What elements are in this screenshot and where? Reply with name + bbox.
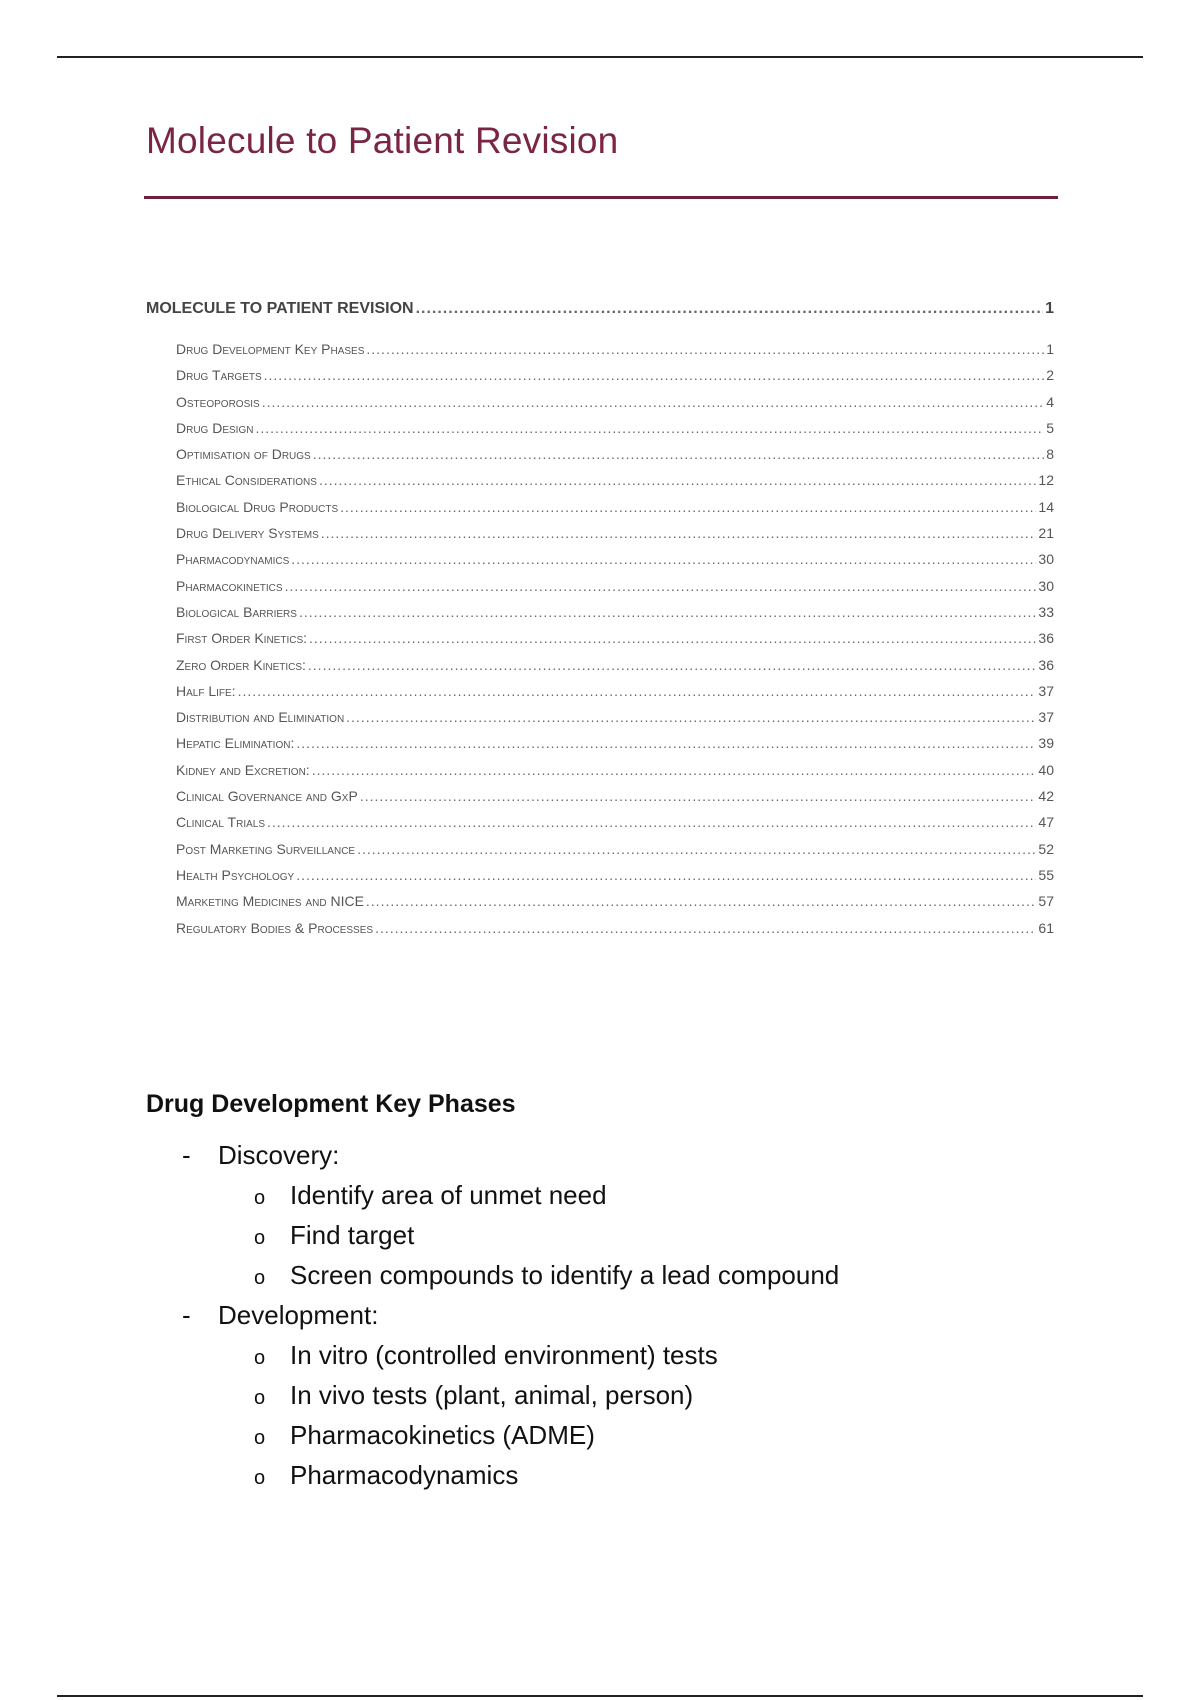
toc-entry[interactable]: [146, 836, 1054, 862]
toc-entries: [146, 336, 1054, 941]
toc-entry-page: 39: [1038, 735, 1054, 752]
toc-main-label: MOLECULE TO PATIENT REVISION: [146, 300, 414, 317]
title-underline: [144, 196, 1058, 199]
toc-entry-page: 47: [1038, 814, 1054, 831]
toc-entry-page: 4: [1046, 393, 1054, 410]
phase-sublist: [146, 1180, 1046, 1300]
circle-bullet-icon: o: [254, 1467, 266, 1489]
phase-subitem-text: In vitro (controlled environment) tests: [290, 1340, 718, 1370]
phase-subitem-text: Pharmacodynamics: [290, 1460, 519, 1490]
toc-entry-label: Regulatory Bodies & Processes: [176, 919, 374, 936]
toc-leader: [267, 809, 1036, 835]
toc-entry[interactable]: [146, 467, 1054, 493]
toc-leader: [366, 888, 1037, 914]
toc-entry-label: Half Life:: [176, 682, 236, 699]
toc-leader: [313, 441, 1044, 467]
toc-entry[interactable]: [146, 415, 1054, 441]
toc-leader: [291, 546, 1036, 572]
toc-entry[interactable]: [146, 599, 1054, 625]
toc-entry-label: Drug Delivery Systems: [176, 525, 319, 542]
toc-leader: [309, 625, 1036, 651]
page-top-rule: [57, 56, 1143, 58]
toc-entry-page: 40: [1038, 761, 1054, 778]
phase-subitem: [146, 1260, 1046, 1300]
circle-bullet-icon: o: [254, 1227, 266, 1249]
toc-entry-label: Drug Development Key Phases: [176, 341, 365, 357]
toc-leader: [296, 862, 1036, 888]
toc-entry[interactable]: [146, 888, 1054, 914]
toc-leader: [296, 730, 1036, 756]
toc-leader: [357, 836, 1036, 862]
toc-leader: [319, 467, 1036, 493]
table-of-contents: [146, 300, 1054, 941]
toc-entry-label: Biological Barriers: [176, 603, 297, 620]
toc-entry[interactable]: [146, 862, 1054, 888]
dash-bullet: -: [182, 1140, 191, 1170]
toc-entry-page: 61: [1038, 919, 1054, 936]
toc-leader: [416, 300, 1044, 318]
circle-bullet-icon: o: [254, 1427, 266, 1449]
toc-leader: [312, 757, 1037, 783]
toc-leader: [238, 678, 1037, 704]
toc-entry-label: Kidney and Excretion:: [176, 761, 310, 778]
phase-subitem-text: Screen compounds to identify a lead compound: [290, 1260, 840, 1290]
phase-subitem: [146, 1460, 1046, 1500]
toc-leader: [285, 573, 1037, 599]
phase-sublist: [146, 1340, 1046, 1500]
phase-item: [146, 1300, 1046, 1500]
toc-entry-page: 12: [1038, 472, 1054, 489]
toc-leader: [308, 652, 1037, 678]
toc-leader: [366, 336, 1044, 362]
toc-entry-label: Clinical Trials: [176, 814, 265, 831]
toc-entry-label: Clinical Governance and GxP: [176, 788, 358, 805]
toc-entry-label: Pharmacokinetics: [176, 577, 283, 594]
toc-entry[interactable]: [146, 441, 1054, 467]
phase-subitem: [146, 1380, 1046, 1420]
toc-entry-page: 30: [1038, 577, 1054, 594]
toc-entry[interactable]: [146, 573, 1054, 599]
toc-entry-label: First Order Kinetics:: [176, 630, 308, 647]
phase-subitem-text: Identify area of unmet need: [290, 1180, 607, 1210]
phase-subitem: [146, 1420, 1046, 1460]
toc-entry-label: Ethical Considerations: [176, 472, 317, 489]
phase-subitem-text: In vivo tests (plant, animal, person): [290, 1380, 694, 1410]
toc-entry[interactable]: [146, 546, 1054, 572]
toc-entry[interactable]: [146, 652, 1054, 678]
toc-leader: [255, 415, 1044, 441]
toc-entry[interactable]: [146, 783, 1054, 809]
circle-bullet-icon: o: [254, 1347, 266, 1369]
toc-entry[interactable]: [146, 809, 1054, 835]
toc-entry-page: 57: [1038, 893, 1054, 910]
toc-entry[interactable]: [146, 730, 1054, 756]
phase-item: [146, 1140, 1046, 1300]
toc-entry[interactable]: [146, 757, 1054, 783]
toc-entry-label: Drug Design: [176, 419, 254, 436]
toc-entry-page: 21: [1038, 525, 1054, 542]
toc-leader: [264, 362, 1045, 388]
toc-entry-label: Health Psychology: [176, 866, 295, 883]
circle-bullet-icon: o: [254, 1187, 266, 1209]
circle-bullet-icon: o: [254, 1267, 266, 1289]
toc-entry-label: Pharmacodynamics: [176, 551, 290, 568]
toc-entry-page: 37: [1038, 682, 1054, 699]
toc-entry-page: 42: [1038, 788, 1054, 805]
toc-entry-page: 2: [1046, 367, 1054, 384]
phase-row: [146, 1300, 1046, 1340]
phase-subitem-text: Find target: [290, 1220, 415, 1250]
toc-main-page: 1: [1045, 300, 1054, 317]
phase-subitem: [146, 1220, 1046, 1260]
toc-entry-page: 8: [1046, 446, 1054, 463]
page-bottom-rule: [57, 1695, 1143, 1697]
toc-entry-page: 1: [1046, 341, 1054, 357]
toc-entry[interactable]: [146, 389, 1054, 415]
toc-entry-label: Drug Targets: [176, 367, 262, 384]
toc-entry-label: Biological Drug Products: [176, 498, 339, 515]
toc-entry[interactable]: [146, 678, 1054, 704]
toc-main-entry[interactable]: [146, 300, 1054, 326]
toc-leader: [340, 494, 1036, 520]
toc-entry-label: Osteoporosis: [176, 393, 260, 410]
toc-leader: [360, 783, 1037, 809]
toc-leader: [346, 704, 1036, 730]
toc-entry-page: 33: [1038, 603, 1054, 620]
dash-bullet: -: [182, 1300, 191, 1330]
toc-leader: [299, 599, 1036, 625]
toc-entry-label: Hepatic Elimination:: [176, 735, 295, 752]
toc-entry-page: 14: [1038, 498, 1054, 515]
phase-row: [146, 1140, 1046, 1180]
phase-subitem: [146, 1340, 1046, 1380]
toc-entry[interactable]: [146, 494, 1054, 520]
phase-subitem: [146, 1180, 1046, 1220]
toc-entry-label: Distribution and Elimination: [176, 709, 345, 726]
toc-leader: [375, 915, 1036, 941]
phase-label: Discovery:: [218, 1140, 340, 1170]
phase-label: Development:: [218, 1300, 379, 1330]
phase-outline: [146, 1140, 1046, 1500]
toc-leader: [321, 520, 1037, 546]
toc-entry[interactable]: [146, 520, 1054, 546]
phase-subitem-text: Pharmacokinetics (ADME): [290, 1420, 595, 1450]
toc-entry-label: Zero Order Kinetics:: [176, 656, 306, 673]
toc-entry-label: Optimisation of Drugs: [176, 446, 311, 463]
toc-entry-page: 36: [1038, 656, 1054, 673]
toc-entry[interactable]: [146, 336, 1054, 362]
section-heading: Drug Development Key Phases: [146, 1090, 516, 1118]
toc-leader: [262, 389, 1045, 415]
toc-entry-page: 52: [1038, 840, 1054, 857]
toc-entry-page: 36: [1038, 630, 1054, 647]
toc-entry-page: 55: [1038, 866, 1054, 883]
toc-entry-page: 37: [1038, 709, 1054, 726]
document-title: Molecule to Patient Revision: [146, 120, 619, 161]
toc-entry-label: Post Marketing Surveillance: [176, 840, 356, 857]
toc-entry-label: Marketing Medicines and NICE: [176, 893, 364, 910]
toc-entry[interactable]: [146, 625, 1054, 651]
toc-entry[interactable]: [146, 704, 1054, 730]
toc-entry-page: 30: [1038, 551, 1054, 568]
toc-entry[interactable]: [146, 915, 1054, 941]
toc-entry[interactable]: [146, 362, 1054, 388]
toc-entry-page: 5: [1046, 419, 1054, 436]
circle-bullet-icon: o: [254, 1387, 266, 1409]
